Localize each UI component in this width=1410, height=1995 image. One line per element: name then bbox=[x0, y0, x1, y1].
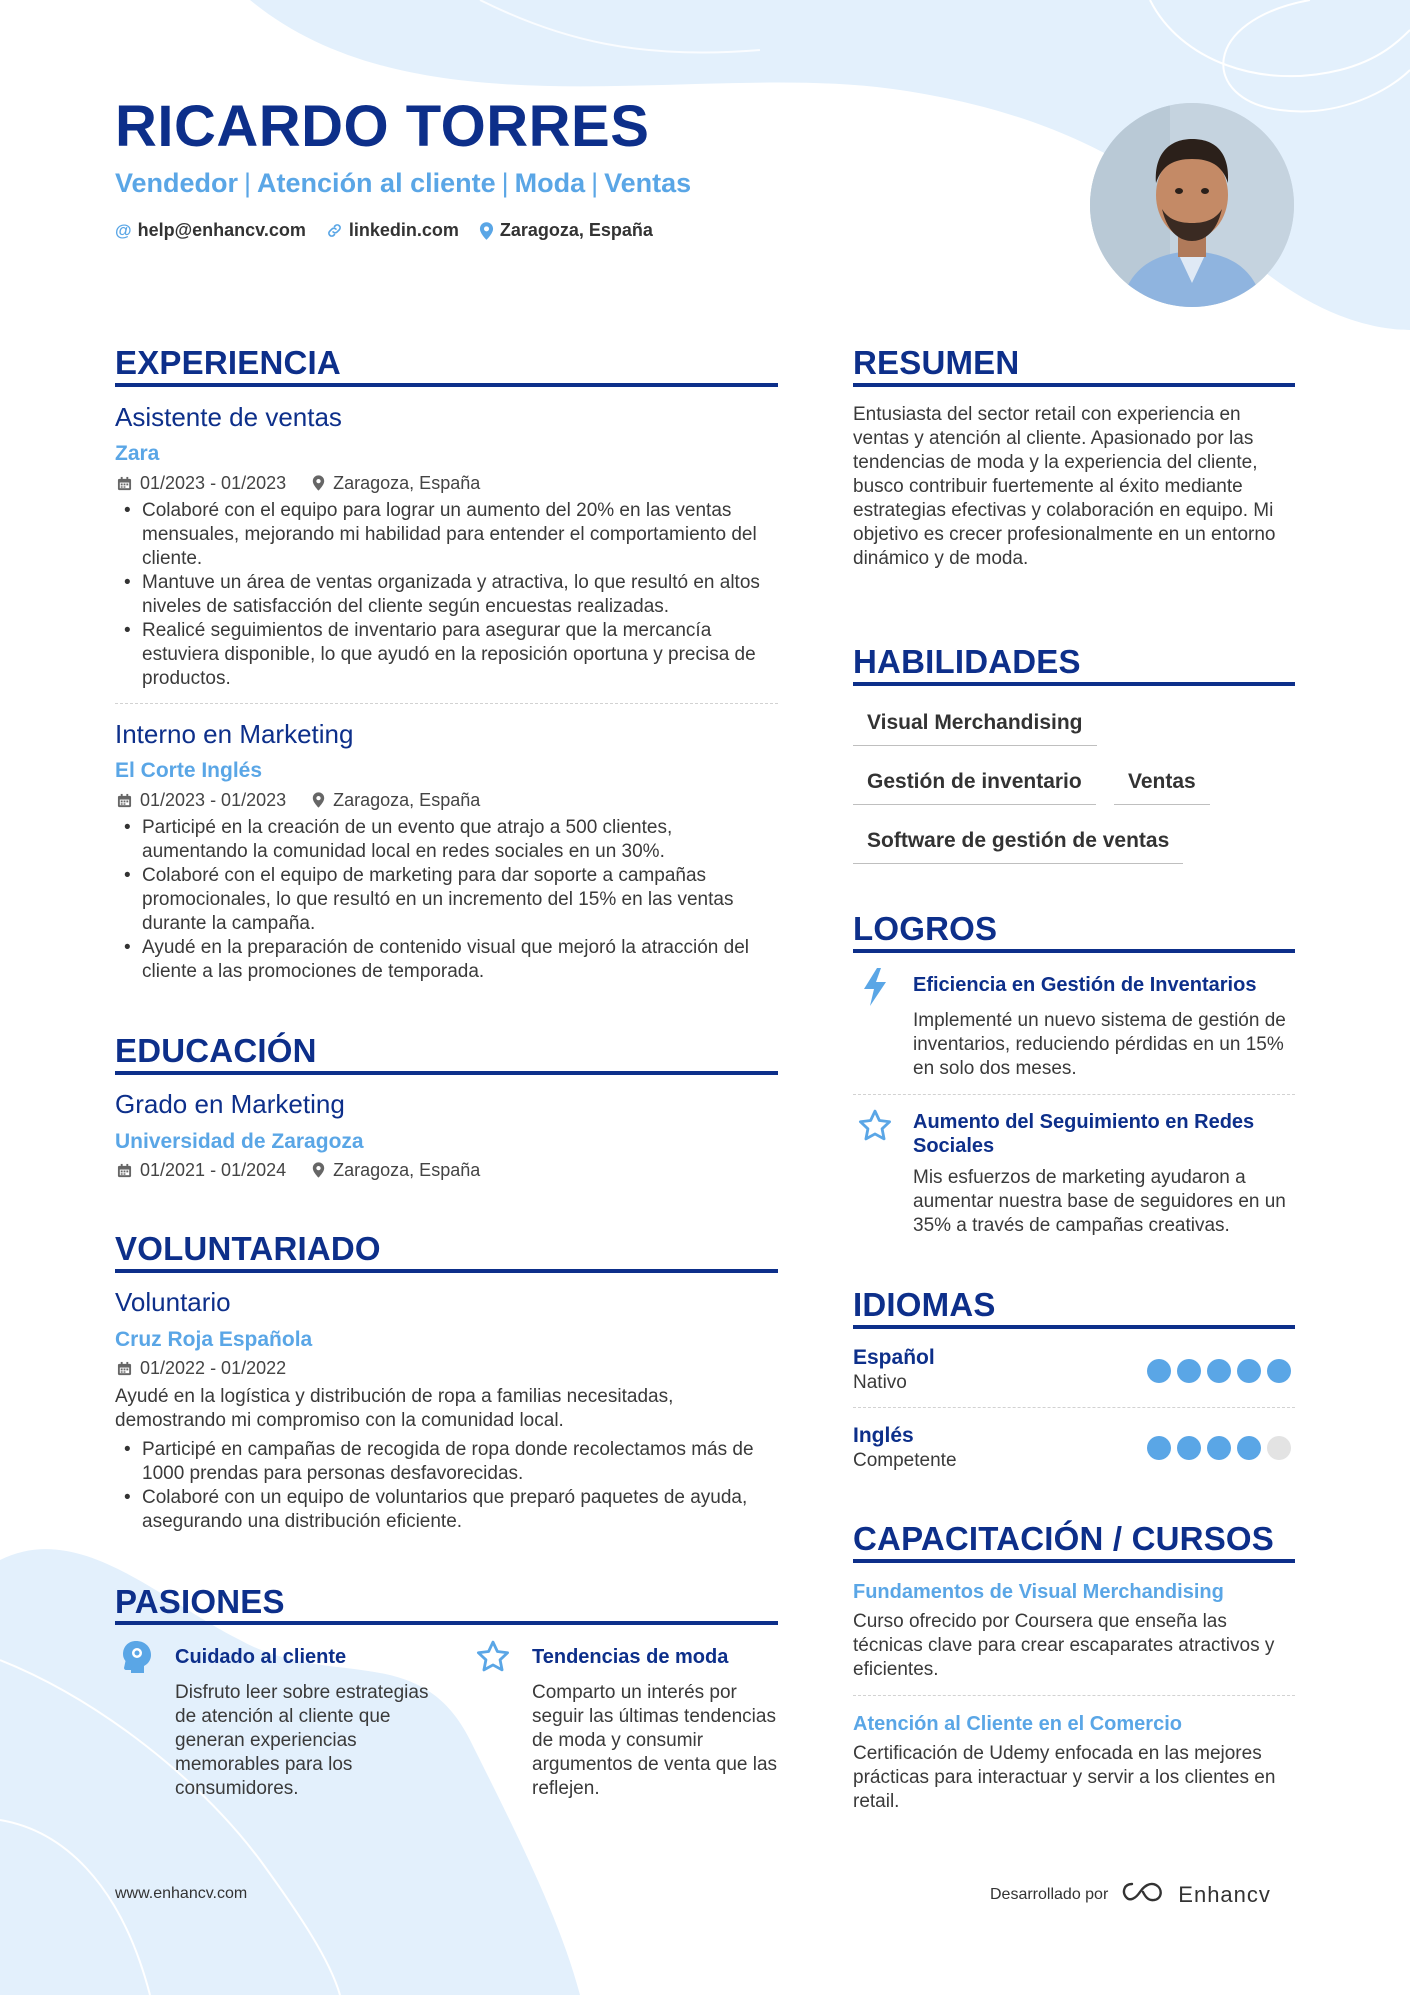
passion-text: Disfruto leer sobre estrategias de atención al cliente que generan experiencias memorables para los consumidores. bbox=[175, 1682, 429, 1799]
education-location: Zaragoza, España bbox=[333, 1160, 481, 1180]
section-rule bbox=[853, 682, 1295, 686]
lightning-icon bbox=[862, 968, 888, 1006]
passion-title: Tendencias de moda bbox=[532, 1646, 729, 1668]
course-text: Curso ofrecido por Coursera que enseña las técnicas clave para crear escaparates atractivos y eficientes. bbox=[853, 1611, 1275, 1680]
language-level: Competente bbox=[853, 1450, 957, 1471]
contact-email[interactable] bbox=[115, 220, 306, 241]
volunteer-role: Voluntario bbox=[115, 1287, 231, 1317]
job-company: El Corte Inglés bbox=[115, 759, 263, 782]
skill-tag: Gestión de inventario bbox=[853, 769, 1096, 805]
achievement-text: Mis esfuerzos de marketing ayudaron a aumentar nuestra base de seguidores en un 35% a través de campañas creativas. bbox=[913, 1167, 1286, 1236]
volunteer-summary: Ayudé en la logística y distribución de ropa a familias necesitadas, demostrando mi compromiso con la comunidad local. bbox=[115, 1386, 674, 1431]
volunteer-meta bbox=[117, 1359, 286, 1377]
passion-text: Comparto un interés por seguir las últimas tendencias de moda y consumir argumentos de venta que las reflejen. bbox=[532, 1682, 778, 1799]
education-degree: Grado en Marketing bbox=[115, 1089, 345, 1119]
rating-dot-filled bbox=[1237, 1359, 1261, 1383]
rating-dot-filled bbox=[1177, 1436, 1201, 1460]
language-rating bbox=[1147, 1359, 1291, 1383]
entry-divider bbox=[853, 1407, 1295, 1408]
education-school: Universidad de Zaragoza bbox=[115, 1130, 364, 1153]
course-title: Fundamentos de Visual Merchandising bbox=[853, 1581, 1224, 1603]
rating-dot-filled bbox=[1207, 1359, 1231, 1383]
rating-dot-filled bbox=[1177, 1359, 1201, 1383]
achievement-text: Implementé un nuevo sistema de gestión de inventarios, reduciendo pérdidas en un 15% en solo dos meses. bbox=[913, 1010, 1286, 1079]
location-pin-icon bbox=[312, 792, 325, 808]
headline-role: Moda bbox=[514, 168, 586, 198]
skill-tag: Software de gestión de ventas bbox=[853, 828, 1183, 864]
rating-dot-filled bbox=[1207, 1436, 1231, 1460]
contact-location-text: Zaragoza, España bbox=[499, 220, 653, 240]
section-rule bbox=[115, 1269, 778, 1273]
job-meta bbox=[117, 791, 480, 809]
powered-by-text: Desarrollado por bbox=[990, 1885, 1109, 1903]
job-dates: 01/2023 - 01/2023 bbox=[140, 790, 287, 810]
contact-linkedin[interactable] bbox=[326, 220, 459, 241]
headline-role: Atención al cliente bbox=[257, 168, 496, 198]
volunteer-bullets bbox=[115, 1438, 780, 1534]
headline-role: Ventas bbox=[604, 168, 692, 198]
rating-dot-empty bbox=[1267, 1436, 1291, 1460]
rating-dot-filled bbox=[1147, 1359, 1171, 1383]
bullet-item: • Mantuve un área de ventas organizada y atractiva, lo que resultó en altos niveles de satisfacción del cliente según encuestas realizadas. bbox=[115, 571, 780, 619]
contact-email-text: help@enhancv.com bbox=[137, 220, 306, 240]
section-title-educacion: EDUCACIÓN bbox=[115, 1032, 317, 1069]
language-level: Nativo bbox=[853, 1372, 907, 1393]
contact-linkedin-text: linkedin.com bbox=[348, 220, 459, 240]
section-title-idiomas: IDIOMAS bbox=[853, 1286, 996, 1323]
bullet-item: • Colaboré con un equipo de voluntarios que preparó paquetes de ayuda, asegurando una distribución eficiente. bbox=[115, 1486, 780, 1534]
education-dates: 01/2021 - 01/2024 bbox=[140, 1160, 287, 1180]
volunteer-org: Cruz Roja Española bbox=[115, 1328, 313, 1351]
profile-photo bbox=[1090, 103, 1294, 307]
section-title-resumen: RESUMEN bbox=[853, 344, 1020, 381]
location-pin-icon bbox=[312, 1162, 325, 1178]
head-idea-icon bbox=[121, 1640, 153, 1674]
link-icon bbox=[326, 222, 343, 239]
star-icon bbox=[476, 1640, 510, 1674]
rating-dot-filled bbox=[1147, 1436, 1171, 1460]
section-title-habilidades: HABILIDADES bbox=[853, 643, 1081, 680]
footer-website[interactable]: www.enhancv.com bbox=[115, 1885, 248, 1902]
skill-tag: Visual Merchandising bbox=[853, 710, 1097, 746]
calendar-icon bbox=[117, 793, 132, 808]
job-bullets bbox=[115, 499, 780, 691]
passion-title: Cuidado al cliente bbox=[175, 1646, 347, 1668]
at-icon: @ bbox=[115, 220, 132, 240]
section-rule bbox=[853, 1559, 1295, 1563]
job-location: Zaragoza, España bbox=[333, 790, 481, 810]
footer-branding bbox=[990, 1880, 1271, 1909]
calendar-icon bbox=[117, 476, 132, 491]
job-meta bbox=[117, 474, 480, 492]
language-rating bbox=[1147, 1436, 1291, 1460]
volunteer-dates: 01/2022 - 01/2022 bbox=[140, 1358, 287, 1378]
headline-separator: | bbox=[244, 168, 252, 198]
location-pin-icon bbox=[479, 222, 494, 240]
calendar-icon bbox=[117, 1361, 132, 1376]
rating-dot-filled bbox=[1267, 1359, 1291, 1383]
job-dates: 01/2023 - 01/2023 bbox=[140, 473, 287, 493]
bullet-item: • Realicé seguimientos de inventario para asegurar que la mercancía estuviera disponible, lo que ayudó en la reposición oportuna y precisa de productos. bbox=[115, 619, 780, 691]
entry-divider bbox=[853, 1695, 1295, 1696]
job-company: Zara bbox=[115, 442, 160, 465]
entry-divider bbox=[115, 703, 778, 704]
bullet-item: • Colaboré con el equipo para lograr un aumento del 20% en las ventas mensuales, mejorando mi habilidad para entender el comportamiento del cliente. bbox=[115, 499, 780, 571]
section-title-pasiones: PASIONES bbox=[115, 1583, 285, 1620]
headline-separator: | bbox=[591, 168, 599, 198]
section-rule bbox=[115, 1621, 778, 1625]
achievement-title: Aumento del Seguimiento en Redes Sociales bbox=[913, 1111, 1255, 1157]
job-location: Zaragoza, España bbox=[333, 473, 481, 493]
job-bullets bbox=[115, 816, 780, 984]
section-title-logros: LOGROS bbox=[853, 910, 998, 947]
star-icon bbox=[858, 1109, 892, 1143]
bullet-item: • Participé en la creación de un evento que atrajo a 500 clientes, aumentando la comunidad local en redes sociales en un 30%. bbox=[115, 816, 780, 864]
headline-separator: | bbox=[501, 168, 509, 198]
education-meta bbox=[117, 1161, 480, 1179]
skill-tag: Ventas bbox=[1114, 769, 1210, 805]
candidate-name: RICARDO TORRES bbox=[115, 94, 650, 159]
course-title: Atención al Cliente en el Comercio bbox=[853, 1713, 1182, 1735]
section-rule bbox=[115, 383, 778, 387]
calendar-icon bbox=[117, 1163, 132, 1178]
section-rule bbox=[853, 383, 1295, 387]
section-title-cursos: CAPACITACIÓN / CURSOS bbox=[853, 1520, 1274, 1557]
entry-divider bbox=[853, 1094, 1295, 1095]
section-title-experiencia: EXPERIENCIA bbox=[115, 344, 341, 381]
section-title-voluntariado: VOLUNTARIADO bbox=[115, 1230, 381, 1267]
language-name: Inglés bbox=[853, 1424, 914, 1447]
job-role: Asistente de ventas bbox=[115, 402, 342, 432]
section-rule bbox=[853, 1325, 1295, 1329]
location-pin-icon bbox=[312, 475, 325, 491]
bullet-item: • Ayudé en la preparación de contenido visual que mejoró la atracción del cliente a las promociones de temporada. bbox=[115, 936, 780, 984]
brand-name: Enhancv bbox=[1178, 1881, 1271, 1907]
contact-bar bbox=[115, 220, 653, 241]
headline bbox=[115, 168, 691, 199]
achievement-title: Eficiencia en Gestión de Inventarios bbox=[913, 974, 1257, 996]
summary-text: Entusiasta del sector retail con experiencia en ventas y atención al cliente. Apasionado por las tendencias de moda y la experiencia del cliente, busco contribuir fuertemente al éxito mediante estrategias efectivas y colaboración en equipo. Mi objetivo es crecer profesionalmente en un entorno dinámico y de moda. bbox=[853, 404, 1276, 569]
course-text: Certificación de Udemy enfocada en las mejores prácticas para interactuar y servir a los clientes en retail. bbox=[853, 1743, 1276, 1812]
contact-location bbox=[479, 220, 653, 241]
section-rule bbox=[853, 949, 1295, 953]
job-role: Interno en Marketing bbox=[115, 719, 354, 749]
bullet-item: • Colaboré con el equipo de marketing para dar soporte a campañas promocionales, lo que resultó en un incremento del 15% en las ventas durante la campaña. bbox=[115, 864, 780, 936]
headline-role: Vendedor bbox=[115, 168, 239, 198]
enhancv-logo-icon bbox=[1120, 1880, 1166, 1909]
language-name: Español bbox=[853, 1346, 935, 1369]
bullet-item: • Participé en campañas de recogida de ropa donde recolectamos más de 1000 prendas para personas desfavorecidas. bbox=[115, 1438, 780, 1486]
section-rule bbox=[115, 1071, 778, 1075]
rating-dot-filled bbox=[1237, 1436, 1261, 1460]
